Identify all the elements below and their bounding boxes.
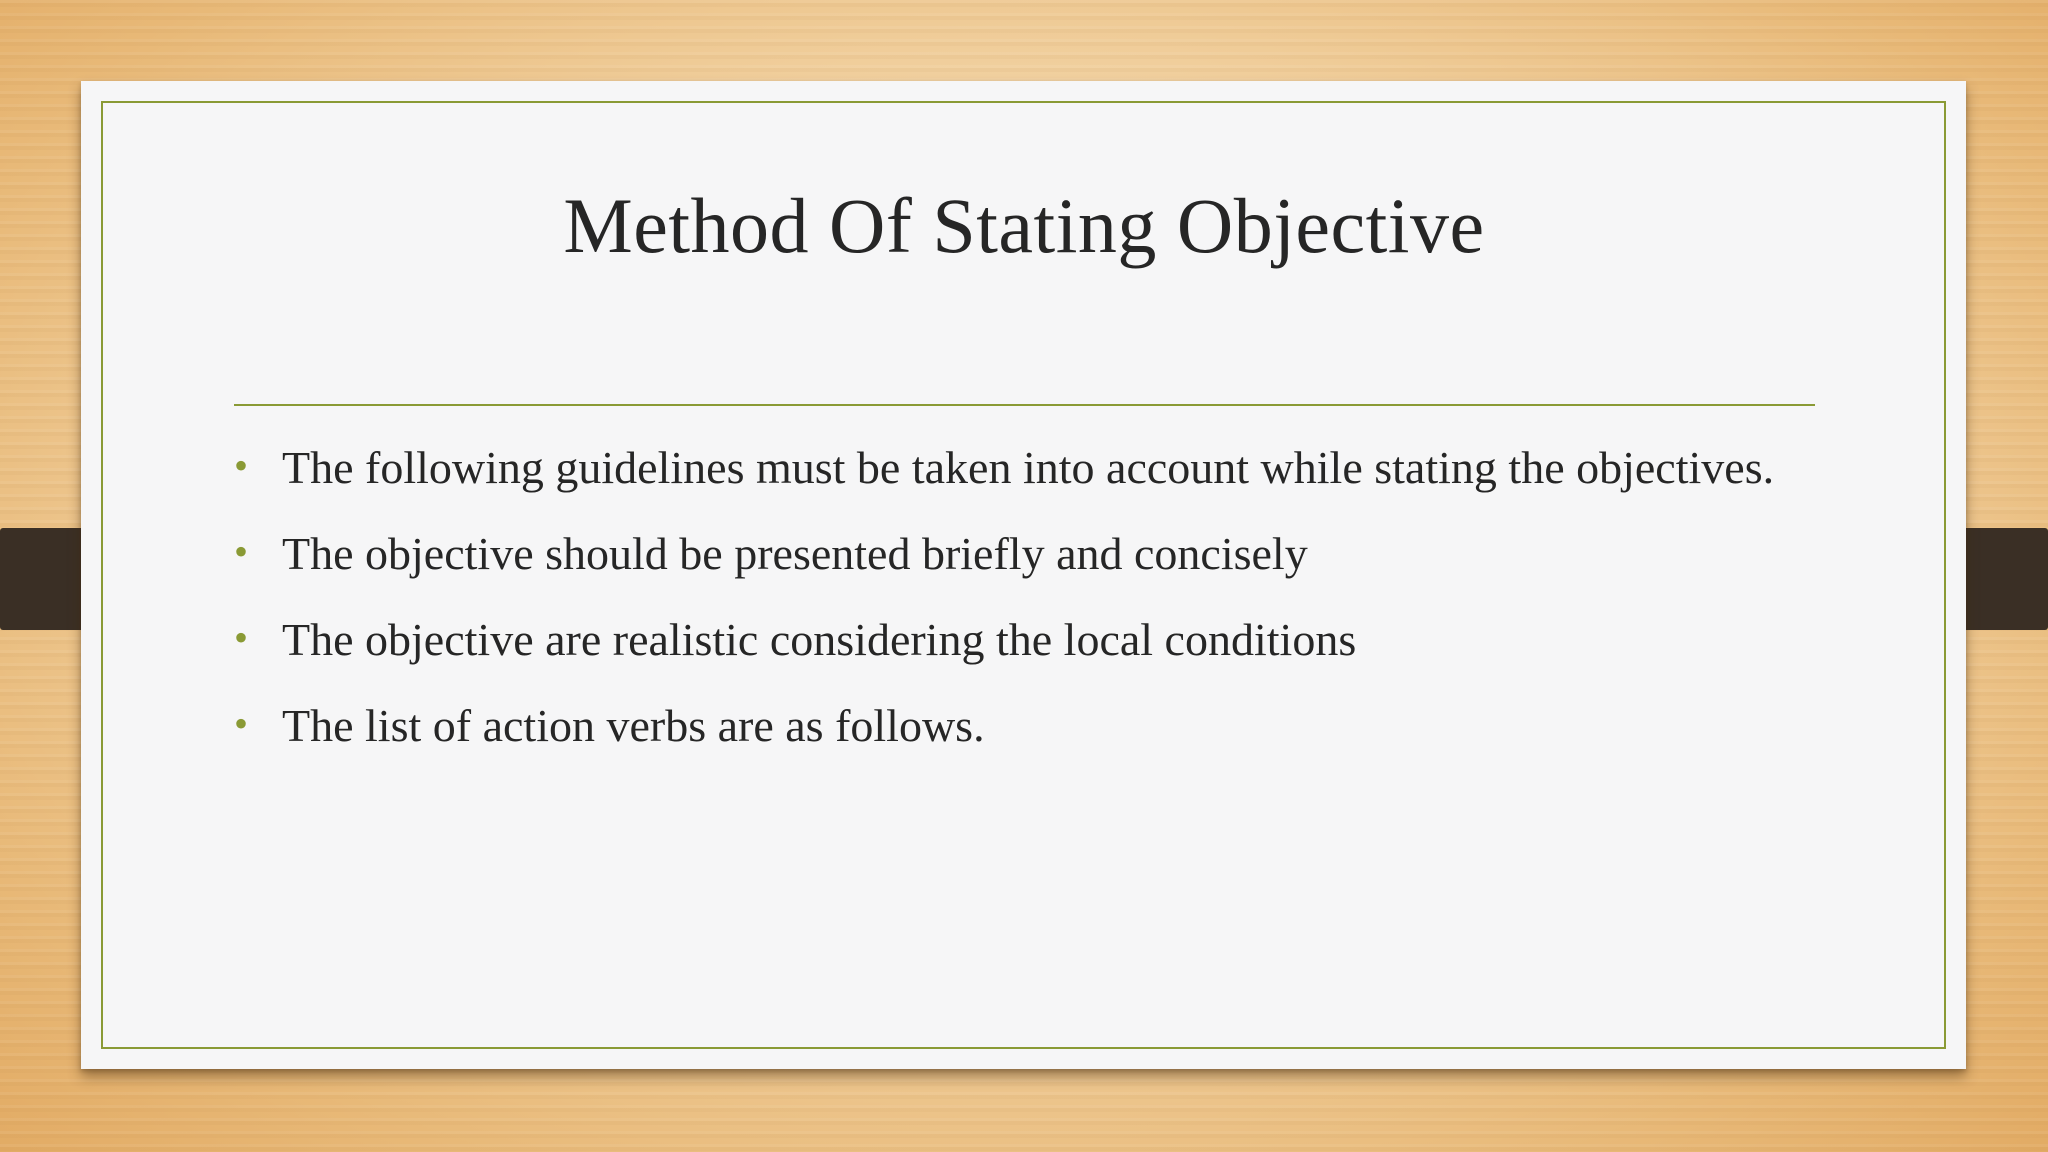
bullet-item: [234, 609, 1794, 670]
title-divider: [234, 404, 1815, 406]
bullet-text: The following guidelines must be taken into account while stating the objectives.: [282, 442, 1775, 493]
slide-title: Method Of Stating Objective: [563, 182, 1485, 269]
bullet-dot-icon: •: [234, 615, 249, 660]
bullet-item: [234, 437, 1794, 498]
bullet-dot-icon: •: [234, 529, 249, 574]
bullet-dot-icon: •: [234, 701, 249, 746]
bullet-text: The objective are realistic considering the local conditions: [282, 614, 1357, 665]
bullet-item: [234, 523, 1794, 584]
bullet-text: The list of action verbs are as follows.: [282, 700, 985, 751]
bullet-dot-icon: •: [234, 443, 249, 488]
bullet-text: The objective should be presented briefly and concisely: [282, 528, 1308, 579]
bullet-item: [234, 695, 1794, 756]
bullet-list: [234, 437, 1794, 781]
